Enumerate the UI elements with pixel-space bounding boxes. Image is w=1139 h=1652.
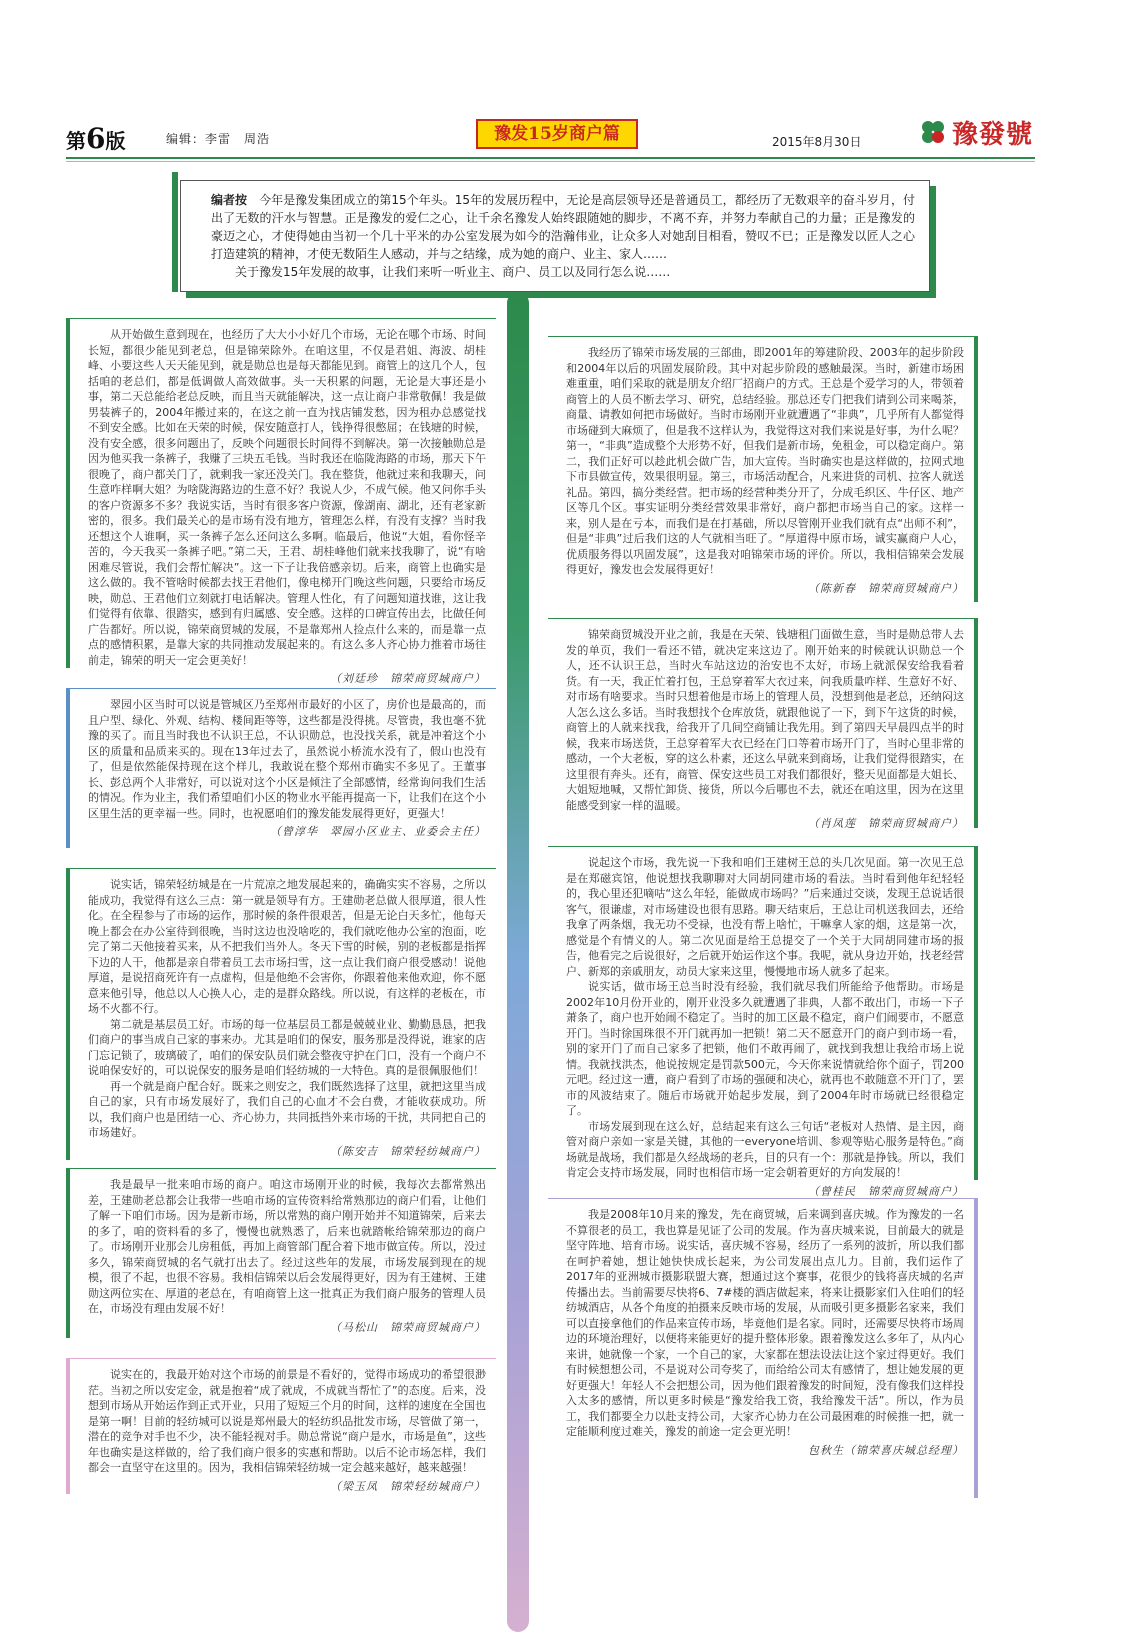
section-title: 豫发15岁商户篇: [476, 119, 638, 149]
header-rule: [66, 157, 1035, 159]
editor-note-closing: 关于豫发15年发展的故事，让我们来听一听业主、商户、员工以及同行怎么说……: [235, 265, 671, 279]
editor-note: [180, 180, 930, 292]
article-signature: （陈新春 锦荣商贸城商户）: [808, 581, 964, 595]
editor-line: 编辑：李雷 周浩: [166, 132, 271, 146]
clover-logo-icon: [918, 117, 948, 147]
article-a7: [548, 618, 978, 828]
article-signature: （刘廷珍 锦荣商贸城商户）: [330, 672, 486, 685]
article-paragraph: 翠园小区当时可以说是管城区乃至郑州市最好的小区了，房价也是最高的，而且户型、绿化、外观、结构、楼间距等等，这些都是没得挑。尽管贵，我也毫不犹豫的买了。而且当时我也不认识王总，不认识勋总，也没找关系，就是冲着这个小区的质量和品质来买的。现在13年过去了，虽然说小桥流水没有了，假山也没有了，但是依然能保持现在这个样儿，我敢说在整个郑州市确实不多见了。王董事长、彭总两个人非常好，可以说对这个小区是倾注了全部感情，经常询问我们生活的情况。作为业主，我们希望咱们小区的物业水平能再提高一下，让我们在这个小区里生活的更幸福一些。同时，也祝愿咱们的豫发能发展得更好，更强大！: [88, 698, 486, 820]
center-spine: [507, 292, 529, 1632]
article-a8: [548, 846, 978, 1198]
editor-note-label: 编者按: [211, 193, 248, 207]
editor-note-text: 今年是豫发集团成立的第15个年头。15年的发展历程中，无论是高层领导还是普通员工，都经历了无数艰辛的奋斗岁月，付出了无数的汗水与智慧。正是豫发的爱仁之心，让千余名豫发人始终跟随她的脚步，不离不弃，并努力奉献自己的力量；正是豫发的豪迈之心，才使得她由当初一个几十平米的办公室发展为如今的浩瀚伟业，让众多人对她刮目相看，赞叹不已；正是豫发以匠人之心打造建筑的精神，才使无数陌生人感动，并与之结缘，成为她的商户、业主、家人……: [211, 193, 915, 261]
article-a4: [66, 1168, 496, 1338]
article-signature: （曾淳华 翠园小区业主、业委会主任）: [270, 825, 486, 838]
article-signature: 包秋生（锦荣喜庆城总经理）: [808, 1443, 964, 1457]
logo-text: 豫發號: [952, 119, 1034, 150]
issue-date: 2015年8月30日: [772, 135, 862, 149]
article-a6: [548, 336, 978, 602]
article-signature: （陈安吉 锦荣轻纺城商户）: [330, 1144, 486, 1158]
article-paragraph: 再一个就是商户配合好。既来之则安之，我们既然选择了这里，就把这里当成自己的家，只有市场发展好了，我们自己的心血才不会白费，才能收获成功。所以，我们商户也是团结一心、齐心协力，共同抵挡外来市场的干扰，共同把自己的市场建好。: [88, 1079, 486, 1139]
article-paragraph: 我经历了锦荣市场发展的三部曲，即2001年的筹建阶段、2003年的起步阶段和2004年以后的巩固发展阶段。其中对起步阶段的感触最深。当时，新建市场困难重重，咱们采取的就是朋友介绍厂招商户的方式。王总是个爱学习的人，带领着商管上的人员不断去学习、研究，总结经验。那总还专门把我们请到公司来喝茶，商量、请教如何把市场做好。当时市场刚开业就遭遇了“非典”，几乎所有人都觉得市场碰到大麻烦了，但是我不这样认为，我觉得这对我们来说是好事，为什么呢？第一，“非典”造成整个大形势不好，但我们是新市场，免租金，可以稳定商户。第二，我们正好可以趁此机会做广告，加大宣传。当时确实也是这样做的，拉网式地下市县做宣传，效果很明显。第三，市场活动配合，凡来进货的司机、拉客人就送礼品。第四，搞分类经营。把市场的经营种类分开了，分成毛织区、牛仔区、地产区等几个区。事实证明分类经营效果非常好，商户都把市场当自己的家。这样一来，别人是在亏本，而我们是在打基础，所以尽管刚开业我们就有点“出师不利”，但是“非典”过后我们这的人气就相当旺了。“厚道得中原市场，诚实赢商户人心，优质服务得以巩固发展”，这是我对咱锦荣市场的评价。所以，我相信锦荣会发展得更好，豫发也会发展得更好！: [566, 346, 964, 576]
article-a1: [66, 318, 496, 685]
article-paragraph: 从开始做生意到现在，也经历了大大小小好几个市场，无论在哪个市场、时间长短，都很少能见到老总，但是锦荣除外。在咱这里，不仅是君姐、海波、胡桂峰、小要这些人天天能见到，就是勋总也是每天都能见到。商管上的这几个人，包括咱的老总们，都是低调做人高效做事。头一天积累的问题，无论是大事还是小事，第二天总能给老总反映，而且当天就能解决，这一点让商户非常敬佩！我是做男装裤子的，2004年搬过来的，在这之前一直为找店铺发愁，因为租办总感觉找不到安全感。比如在天荣的时候，保安随意打人，钱挣得很憋屈；在钱塘的时候，没有安全感，很多问题出了，反映个问题很长时间得不到解决。第一次接触勋总是因为他买我一条裤子，我赚了三块五毛钱。当时我还在临陇海路的市场，那天下午很晚了，商户都关门了，就剩我一家还没关门。我在整货，他就过来和我聊天，问生意咋样啊大姐？为啥陇海路边的生意不好？我说人少，不成气候。他又问你手头的客户资源多不多？我说实话，当时有很多客户资源，像湖南、湖北，还有老家新密的，很多。我们最关心的是市场有没有地方，管理怎么样，有没有支撑？当时我还想这个人谁啊，买一条裤子怎么还问这么多啊。临最后，他说“大姐，看你怪辛苦的，今天我买一条裤子吧。”第二天，王君、胡桂峰他们就来找我聊了，说“有啥困难尽管说，我们会帮忙解决”。这一下子让我倍感亲切。后来，商管上也确实是这么做的。我不管啥时候都去找王君他们，像电梯开门晚这些问题，只要给市场反映，勋总、王君他们立刻就打电话解决。管理人性化，有了问题知道找谁，这让我们觉得有依靠、很踏实，感到有归属感、安全感。这样的口碑宣传出去，比做任何广告都好。所以说，锦荣商贸城的发展，不是靠郑州人捡点什么来的，而是靠一点点的感情积累，是靠大家的共同推动发展起来的。有这么多人齐心协力推着市场往前走，锦荣的明天一定会更美好！: [88, 328, 486, 667]
article-signature: （马松山 锦荣商贸城商户）: [330, 1320, 486, 1334]
article-paragraph: 说实话，锦荣轻纺城是在一片荒凉之地发展起来的，确确实实不容易，之所以能成功，我觉得有这么三点：第一就是领导有方。王建勋老总做人很厚道，很人性化。在全程参与了市场的运作，那时候的条件很艰苦，但是无论白天多忙，他每天晚上都会在办公室待到很晚，当时这边也没啥吃的，我们就吃他办公室的泡面，吃完了第二天他接着买来，从不把我们当外人。冬天下雪的时候，别的老板都是指挥下边的人干，他都是亲自带着员工去市场扫雪，这一点让我们商户很受感动！说他厚道，是说招商死许有一点虚构，但是他绝不会害你，你跟着他来他欢迎，你不愿意来他引导，他总以人心换人心，走的是群众路线。所以说，有这样的老板在，市场不火都不行。: [88, 878, 486, 1015]
logo: [918, 114, 1033, 150]
article-paragraph: 市场发展到现在这么好，总结起来有这么三句话“老板对人热情、是主因，商管对商户亲如一家是关键，其他的一everyone培训、参观等贴心服务是特色。”商场就是战场，我们都是久经战场的老兵，目的只有一个：那就是挣钱。所以，我们肯定会支持市场发展，同时也相信市场一定会朝着更好的方向发展的！: [566, 1119, 964, 1179]
article-a3: [66, 868, 496, 1160]
page-number: 第6版: [66, 122, 126, 155]
article-signature: （梁玉凤 锦荣轻纺城商户）: [330, 1479, 486, 1493]
header-rule-thin: [66, 161, 1035, 162]
article-paragraph: 说实话，做市场王总当时没有经验，我们就尽我们所能给予他帮助。市场是2002年10月份开业的，刚开业没多久就遭遇了非典，人都不敢出门，市场一下子萧条了，商户也开始闹不稳定了。当时的加工区最不稳定，商户们闹要市，不愿意开门。当时徐国珠很不开门就再加一把锁！第二天不愿意开门的商户到市场一看，别的家开门了而自己家多了把锁，他们不敢再闹了，就找到我想让我给市场上说情。我就找洪杰，他说按规定是罚款500元，今天你来说情就给你个面子，罚200元吧。经过这一遭，商户看到了市场的强硬和决心，就再也不敢随意不开门了，罢市的风波结束了。随后市场就开始起步发展，到了2004年时市场就已经很稳定了。: [566, 980, 964, 1117]
article-a5: [66, 1358, 496, 1494]
article-paragraph: 说实在的，我最开始对这个市场的前景是不看好的，觉得市场成功的希望很渺茫。当初之所以安定金，就是抱着“成了就成，不成就当帮忙了”的态度。后来，没想到市场从开始运作到正式开业，只用了短短三个月的时间，这样的速度在全国也是第一啊！目前的轻纺城可以说是郑州最大的轻纺织品批发市场，尽管做了第一，潜在的竞争对手也不少，决不能轻视对手。勋总常说“商户是水，市场是鱼”，这些年也确实是这样做的，给了我们商户很多的实惠和帮助。以后不论市场怎样，我们都会一直坚守在这里的。因为，我相信锦荣轻纺城一定会越来越好，越来越强！: [88, 1368, 486, 1474]
article-a9: [548, 1198, 978, 1498]
article-signature: （曾桂民 锦荣商贸城商户）: [808, 1184, 964, 1198]
article-paragraph: 锦荣商贸城没开业之前，我是在天荣、钱塘租门面做生意，当时是勋总带人去发的单页，我们一看还不错，就决定来这边了。刚开始来的时候就认识勋总一个人，还不认识王总，当时火车站这边的治安也不太好，市场上就派保安给我看着货。有一天，我正忙着打包，王总穿着军大衣过来，问我质量咋样、生意好不好、对市场有啥要求。当时只想着他是市场上的管理人员，没想到他是老总，还纳闷这人怎么这么多话。当时我想找个仓库放货，就跟他说了一下，到下午这货的时候，商管上的人就来找我，给我开了几间空商铺让我先用。到了第四天早晨四点半的时候，我来市场送货，王总穿着军大衣已经在门口等着市场开门了，当时心里非常的感动，一个大老板，穿的这么朴素，还这么早就来到商场，让我们觉得很踏实，在这里很有奔头。还有，商管、保安这些员工对我们都很好，整天见面都是大姐长、大姐短地喊，又帮忙卸货、接货，所以今后哪也不去，就还在咱这里，因为在这里能感受到家一样的温暖。: [566, 628, 964, 812]
article-a2: [66, 688, 496, 848]
editor-note-accent: [172, 172, 178, 292]
article-paragraph: 我是2008年10月来的豫发，先在商贸城，后来调到喜庆城。作为豫发的一名不算很老的员工，我也算是见证了公司的发展。作为喜庆城来说，目前最大的就是坚守阵地、培育市场。说实话，喜庆城不容易，经历了一系列的波折，所以我们都在呵护着她，想让她快快成长起来，为公司发展出点儿力。目前，我们运作了2017年的亚洲城市摄影联盟大赛，想通过这个赛事，花很少的钱将喜庆城的名声传播出去。当前需要尽快将6、7#楼的酒店做起来，将来让摄影家们入住咱们的轻纺城酒店，从各个角度的拍摄来反映市场的发展，从而吸引更多摄影名家来，我们可以直接拿他们的作品来宣传市场，毕竟他们是名家。同时，还需要尽快将市场周边的环境治理好，以便将来能更好的提升整体形象。跟着豫发这么多年了，从内心来讲，她就像一个家，一个自己的家，大家都在想法设法让这个家过得更好。我们有时候想想公司，不是说对公司夸奖了，而给给公司太有感情了，想让她发展的更好更强大！年轻人不会把想公司，因为他们跟着豫发的时间短，没有像我们这样投入太多的感情，所以更多时候是“豫发给我工资，我给豫发干活”。所以，作为员工，我们都要全力以赴支持公司，大家齐心协力在公司最困难的时候推一把，就一定能顺利度过难关，豫发的前途一定会更光明！: [566, 1208, 964, 1438]
article-paragraph: 我是最早一批来咱市场的商户。咱这市场刚开业的时候，我每次去都常熟出差，王建勋老总都会让我带一些咱市场的宣传资料给常熟那边的商户们看，让他们了解一下咱们市场。因为是新市场，所以常熟的商户刚开始并不知道锦荣，后来去的多了，咱的资料看的多了，慢慢也就熟悉了，后来也就踏帐给锦荣那边的商户了。市场刚开业那会儿房租低，再加上商管部门配合着下地市做宣传。所以，没过多久，锦荣商贸城的名气就打出去了。经过这些年的发展，市场发展到现在的规模，很了不起，也很不容易。我相信锦荣以后会发展得更好，因为有王建树、王建勋这两位实在、厚道的老总在，有咱商管上这一批真正为我们商户服务的管理人员在，市场没有理由发展不好！: [88, 1178, 486, 1315]
article-signature: （肖凤莲 锦荣商贸城商户）: [808, 817, 964, 830]
article-paragraph: 说起这个市场，我先说一下我和咱们王建树王总的头几次见面。第一次见王总是在郑磁宾馆，他说想找我聊聊对大同胡同建市场的看法。当时看到他年纪轻轻的，我心里还犯嘀咕“这么年轻，能做成市场吗？”后来通过交谈，发现王总说话很客气，很谦虚，对市场建设也很有思路。聊天结束后，王总让司机送我回去，还给我拿了两条烟，我无功不受禄，也没有帮上啥忙，干嘛拿人家的烟，这是第一次，感觉是个有情义的人。第二次见面是给王总提交了一个关于大同胡同建市场的报告，他看完之后说很好，之后就开始运作这个事。我呢，就从身边开始，找老经营户、新郑的亲戚朋友，动员大家来这里，慢慢地市场人就多了起来。: [566, 856, 964, 978]
article-paragraph: 第二就是基层员工好。市场的每一位基层员工都是兢兢业业、勤勤恳恳，把我们商户的事当成自己家的事来办。尤其是咱们的保安，服务那是没得说，谁家的店门忘记锁了，玻璃破了，咱们的保安队员们就会整夜守护在门口，没有一个商户不说咱保安好的，可以说保安的服务是咱们轻纺城的一大特色。真的是很佩服他们！: [88, 1017, 486, 1077]
